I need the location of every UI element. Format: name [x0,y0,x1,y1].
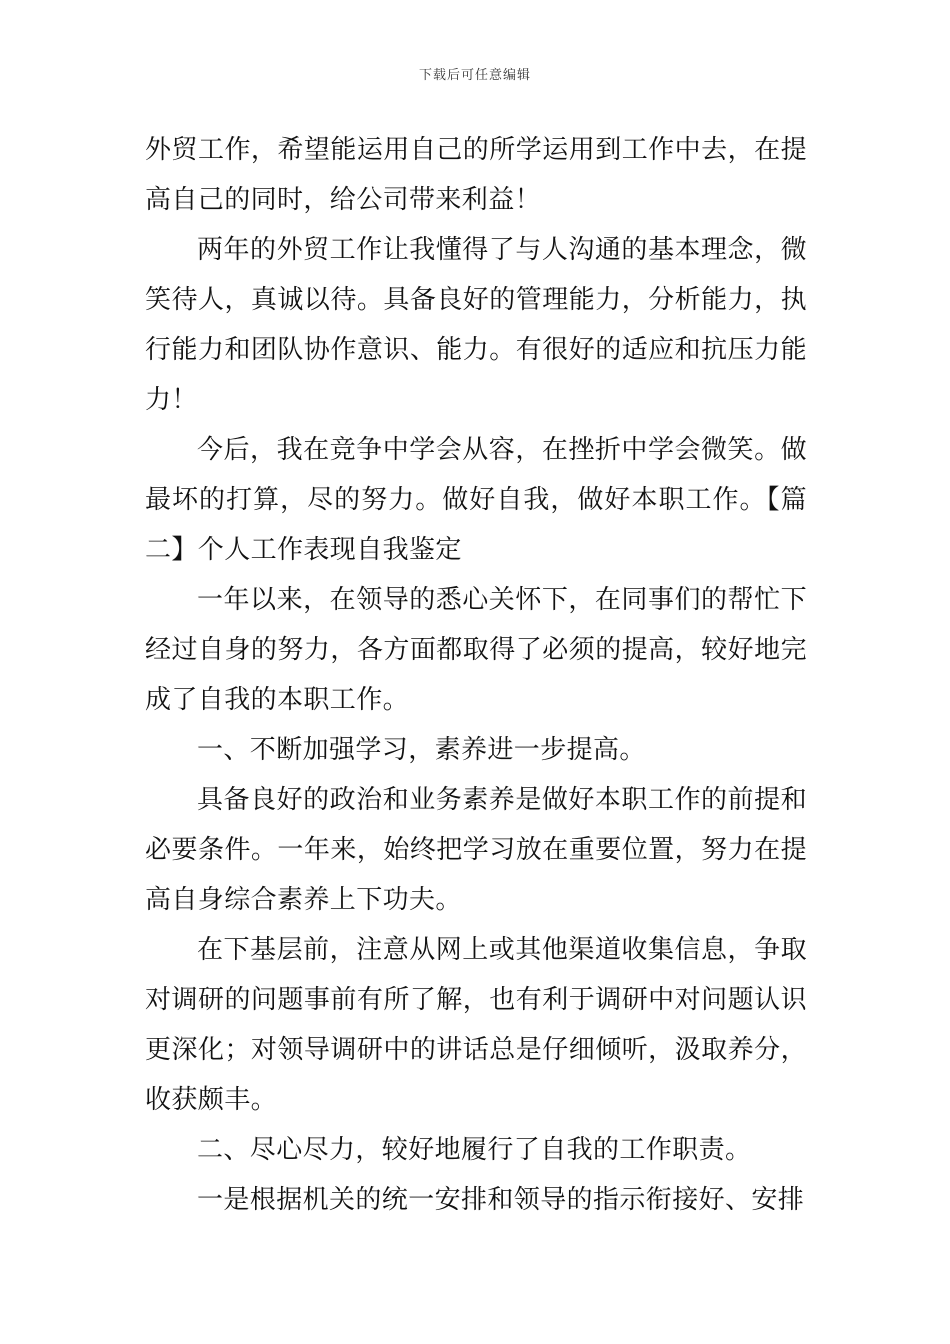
section-heading-2: 二、尽心尽力，较好地履行了自我的工作职责。 [197,1135,752,1165]
section-heading-1: 一、不断加强学习，素养进一步提高。 [197,735,646,765]
paragraph-3: 今后，我在竞争中学会从容，在挫折中学会微笑。做最坏的打算，尽的努力。做好自我，做好本职工作。【篇二】个人工作表现自我鉴定 [145,435,807,565]
paragraph-1: 外贸工作，希望能运用自己的所学运用到工作中去，在提高自己的同时，给公司带来利益！ [145,135,807,215]
paragraph-6: 在下基层前，注意从网上或其他渠道收集信息，争取对调研的问题事前有所了解，也有利于调研中对问题认识更深化；对领导调研中的讲话总是仔细倾听，汲取养分，收获颇丰。 [145,935,807,1115]
paragraph-4: 一年以来，在领导的悉心关怀下，在同事们的帮忙下经过自身的努力，各方面都取得了必须的提高，较好地完成了自我的本职工作。 [145,585,807,715]
paragraph-7: 一是根据机关的统一安排和领导的指示衔接好、安排 [197,1185,805,1215]
paragraph-2: 两年的外贸工作让我懂得了与人沟通的基本理念，微笑待人，真诚以待。具备良好的管理能力，分析能力，执行能力和团队协作意识、能力。有很好的适应和抗压力能力！ [145,235,807,415]
document-body [145,125,807,1225]
paragraph-5: 具备良好的政治和业务素养是做好本职工作的前提和必要条件。一年来，始终把学习放在重要位置，努力在提高自身综合素养上下功夫。 [145,785,807,915]
page-header: 下载后可任意编辑 [418,68,531,83]
